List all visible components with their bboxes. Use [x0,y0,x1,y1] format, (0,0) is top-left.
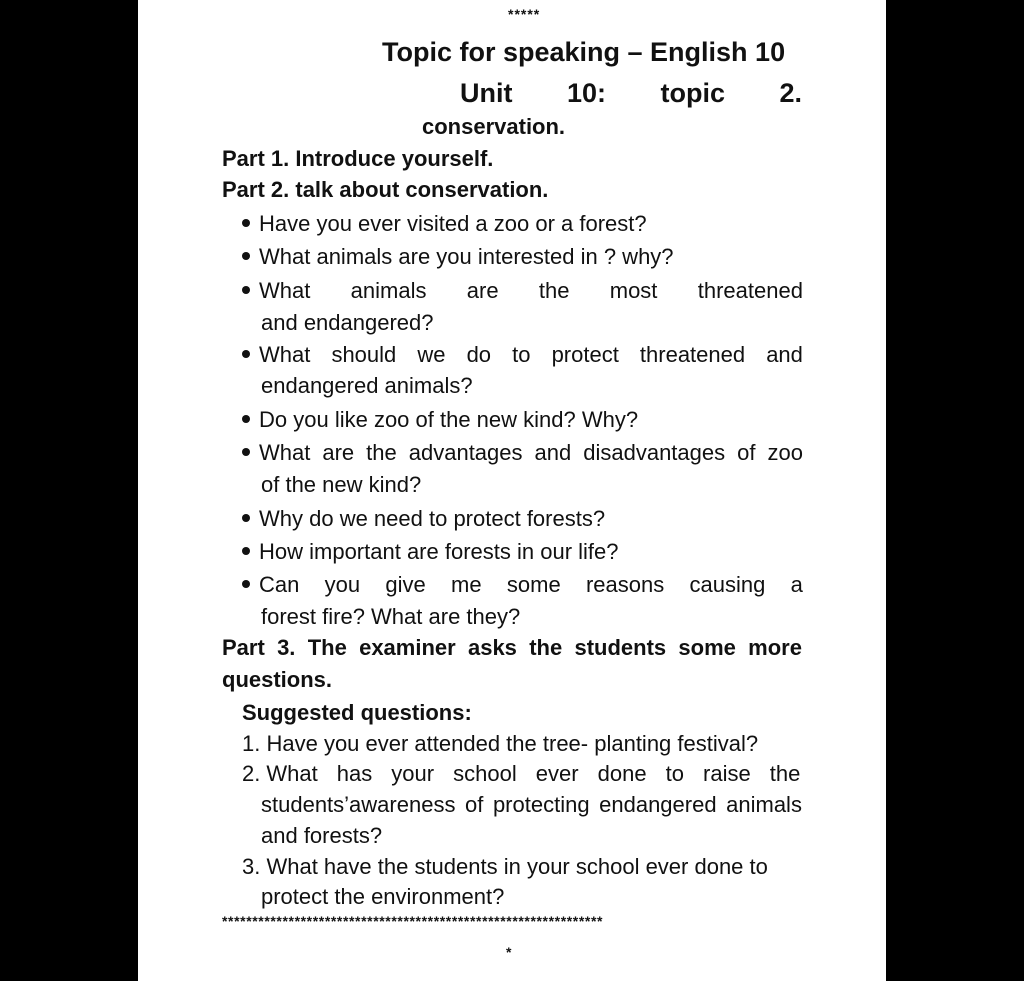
bullet-icon [242,580,250,588]
bullet-item [242,440,803,466]
topic-number: 2. [779,78,802,108]
part3-heading-continuation: questions. [222,667,333,692]
word: The [307,635,347,660]
bullet-continuation: of the new kind? [261,472,422,497]
word: do [466,342,492,367]
word: a [790,572,803,597]
bullet-icon [242,415,250,423]
word: threatened [639,342,746,367]
word: zoo [767,440,803,465]
question-item: 1. Have you ever attended the tree- planting festival? [242,731,759,756]
word: are [322,440,355,465]
question-continuation: and forests? [261,823,383,848]
word: Part [222,635,265,660]
bottom-star: * [506,944,512,960]
bullet-continuation: endangered animals? [261,373,473,398]
word: 3. [277,635,296,660]
question-item: 3. What have the students in your school ever done to [242,854,768,879]
star-divider: *************************************************************** [222,913,604,929]
bullet-item [242,278,803,304]
word: and [534,440,572,465]
word: examiner [359,635,456,660]
word: done [597,761,647,786]
word: Can [259,572,300,597]
word: most [609,278,658,303]
word: reasons [585,572,665,597]
word: raise [703,761,751,786]
bullet-continuation: forest fire? What are they? [261,604,521,629]
bullet-icon [242,286,250,294]
bullet-item: Why do we need to protect forests? [242,506,605,532]
word: me [451,572,482,597]
word: students’awareness [261,792,456,817]
bullet-item: What animals are you interested in ? why? [242,244,674,270]
word: more [748,635,802,660]
bullet-item [242,342,803,368]
bullet-continuation: and endangered? [261,310,434,335]
top-stars: ***** [508,6,541,22]
bullet-item: Have you ever visited a zoo or a forest? [242,211,647,237]
unit-line [460,78,802,109]
bullet-icon [242,547,250,555]
question-number: 2. [242,761,261,786]
document-page [138,0,886,981]
word: the [538,278,570,303]
bullet-icon [242,219,250,227]
word: protect [551,342,619,367]
word: and [766,342,803,367]
bullet-item: How important are forests in our life? [242,539,619,565]
word: asks [467,635,517,660]
word: endangered [599,792,717,817]
question-number: 3. [242,854,267,879]
word: should [331,342,397,367]
word: of [465,792,484,817]
word: disadvantages [583,440,726,465]
part3-heading [222,635,802,661]
unit-word: Unit [460,78,513,108]
word: has [336,761,373,786]
word: some [506,572,561,597]
word: are [466,278,499,303]
word: students [574,635,667,660]
question-continuation [261,792,802,818]
bullet-icon [242,252,250,260]
word: animals [726,792,802,817]
word: What [259,278,311,303]
word: animals [350,278,427,303]
word: school [453,761,517,786]
question-number: 1. [242,731,267,756]
bullet-item [242,572,803,598]
part1-heading: Part 1. Introduce yourself. [222,146,494,171]
word: protecting [492,792,590,817]
word: to [512,342,531,367]
bullet-item: Do you like zoo of the new kind? Why? [242,407,638,433]
word: advantages [408,440,523,465]
word: causing [689,572,766,597]
word: the [769,761,801,786]
word: you [324,572,361,597]
word: the [529,635,563,660]
bullet-icon [242,448,250,456]
word: ever [535,761,579,786]
page-title: Topic for speaking – English 10 [382,37,786,67]
topic-word: topic [660,78,725,108]
word: your [391,761,435,786]
word: threatened [697,278,803,303]
bullet-icon [242,514,250,522]
bullet-icon [242,350,250,358]
word: the [366,440,397,465]
word: What [259,440,311,465]
unit-topic-continuation: conservation. [422,114,566,139]
word: give [385,572,426,597]
question-item [242,761,800,787]
word: of [737,440,756,465]
word: What [259,342,311,367]
part2-heading: Part 2. talk about conservation. [222,177,549,202]
word: What [266,761,318,786]
suggested-questions-heading: Suggested questions: [242,700,472,725]
word: to [665,761,684,786]
unit-number: 10: [566,78,606,108]
word: we [417,342,446,367]
word: some [678,635,736,660]
question-continuation: protect the environment? [261,884,505,909]
